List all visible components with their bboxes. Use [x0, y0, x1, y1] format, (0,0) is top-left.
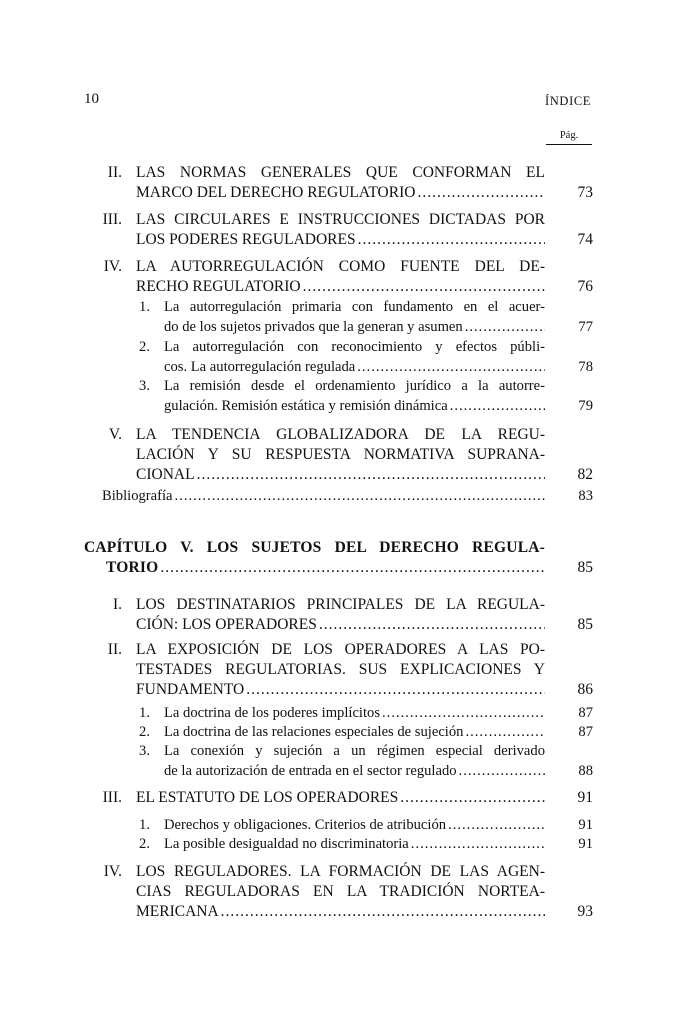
entry-line: Bibliografía [102, 488, 173, 504]
leader-dots [465, 723, 545, 743]
entry-line: La autorregulación con reconocimiento y efectos públi- [164, 339, 545, 355]
entry-page: 86 [577, 681, 593, 698]
entry-page: 85 [577, 616, 593, 633]
entry-number: V. [108, 426, 122, 443]
entry-number: IV. [103, 258, 122, 275]
entry-number: IV. [103, 863, 122, 880]
leader-dots [303, 277, 545, 297]
entry-line: TORIO [106, 559, 159, 576]
entry-page: 91 [578, 836, 593, 852]
entry-number: III. [102, 211, 122, 228]
entry-line: cos. La autorregulación regulada [164, 359, 356, 375]
entry-line: LACIÓN Y SU RESPUESTA NORMATIVA SUPRANA- [136, 446, 545, 463]
entry-page: 77 [578, 319, 593, 335]
entry-page: 87 [578, 705, 593, 721]
entry-line: de la autorización de entrada en el sector regulado [164, 763, 457, 779]
entry-line: do de los sujetos privados que la generan y asumen [164, 319, 463, 335]
leader-dots [382, 704, 545, 724]
leader-dots [400, 788, 545, 808]
entry-line: TESTADES REGULATORIAS. SUS EXPLICACIONES Y [136, 661, 545, 678]
entry-line: La conexión y sujeción a un régimen especial derivado [164, 743, 545, 759]
leader-dots [319, 615, 545, 635]
entry-line: MARCO DEL DERECHO REGULATORIO [136, 184, 416, 201]
entry-line: LAS CIRCULARES E INSTRUCCIONES DICTADAS POR [136, 211, 545, 228]
leader-dots [221, 902, 545, 922]
leader-dots [411, 835, 545, 855]
leader-dots [448, 816, 545, 836]
entry-page: 74 [577, 231, 593, 248]
entry-line: LA AUTORREGULACIÓN COMO FUENTE DEL DE- [136, 258, 545, 275]
entry-line: EL ESTATUTO DE LOS OPERADORES [136, 789, 399, 806]
entry-line: gulación. Remisión estática y remisión dinámica [164, 398, 448, 414]
entry-page: 91 [577, 789, 593, 806]
entry-line: Derechos y obligaciones. Criterios de atribución [164, 817, 447, 833]
page-column-label: Pág. [546, 130, 592, 145]
entry-number: 2. [139, 339, 150, 355]
entry-number: III. [102, 789, 122, 806]
entry-line: La posible desigualdad no discriminatoria [164, 836, 409, 852]
leader-dots [450, 397, 545, 417]
entry-number: I. [112, 596, 122, 613]
leader-dots [160, 558, 545, 578]
entry-number: 3. [139, 378, 150, 394]
leader-dots [358, 230, 545, 250]
entry-line: MERICANA [136, 903, 219, 920]
page-number: 10 [84, 91, 99, 107]
entry-line: LOS REGULADORES. LA FORMACIÓN DE LAS AGEN- [136, 863, 545, 880]
entry-line: CIÓN: LOS OPERADORES [136, 616, 317, 633]
entry-line: LA EXPOSICIÓN DE LOS OPERADORES A LAS PO- [136, 641, 545, 658]
leader-dots [175, 487, 545, 507]
leader-dots [357, 358, 545, 378]
leader-dots [417, 183, 545, 203]
entry-page: 83 [578, 488, 593, 504]
entry-page: 85 [577, 559, 593, 576]
entry-page: 76 [577, 278, 593, 295]
entry-line: LAS NORMAS GENERALES QUE CONFORMAN EL [136, 164, 545, 181]
entry-line: La doctrina de los poderes implícitos [164, 705, 381, 721]
entry-page: 93 [577, 903, 593, 920]
leader-dots [465, 318, 545, 338]
entry-number: 1. [139, 299, 150, 315]
entry-line: La doctrina de las relaciones especiales de sujeción [164, 724, 464, 740]
entry-page: 91 [578, 817, 593, 833]
entry-line: CIONAL [136, 466, 195, 483]
leader-dots [197, 465, 545, 485]
entry-page: 79 [578, 398, 593, 414]
entry-page: 87 [578, 724, 593, 740]
entry-number: 1. [139, 705, 150, 721]
entry-page: 82 [577, 466, 593, 483]
entry-line: La remisión desde el ordenamiento jurídico a la autorre- [164, 378, 545, 394]
entry-number: 2. [139, 836, 150, 852]
entry-line: LOS DESTINATARIOS PRINCIPALES DE LA REGULA- [136, 596, 545, 613]
entry-line: LOS PODERES REGULADORES [136, 231, 356, 248]
entry-page: 73 [577, 184, 593, 201]
entry-number: II. [107, 164, 122, 181]
entry-number: 3. [139, 743, 150, 759]
entry-number: 2. [139, 724, 150, 740]
entry-line: CIAS REGULADORAS EN LA TRADICIÓN NORTEA- [136, 883, 545, 900]
entry-page: 88 [578, 763, 593, 779]
entry-line: CAPÍTULO V. LOS SUJETOS DEL DERECHO REGULA- [84, 539, 545, 556]
entry-line: RECHO REGULATORIO [136, 278, 301, 295]
entry-line: LA TENDENCIA GLOBALIZADORA DE LA REGU- [136, 426, 545, 443]
running-header-title: ÍNDICE [545, 94, 591, 108]
entry-number: II. [107, 641, 122, 658]
leader-dots [459, 762, 545, 782]
entry-number: 1. [139, 817, 150, 833]
entry-line: FUNDAMENTO [136, 681, 245, 698]
leader-dots [246, 680, 545, 700]
entry-line: La autorregulación primaria con fundamento en el acuer- [164, 299, 545, 315]
entry-page: 78 [578, 359, 593, 375]
